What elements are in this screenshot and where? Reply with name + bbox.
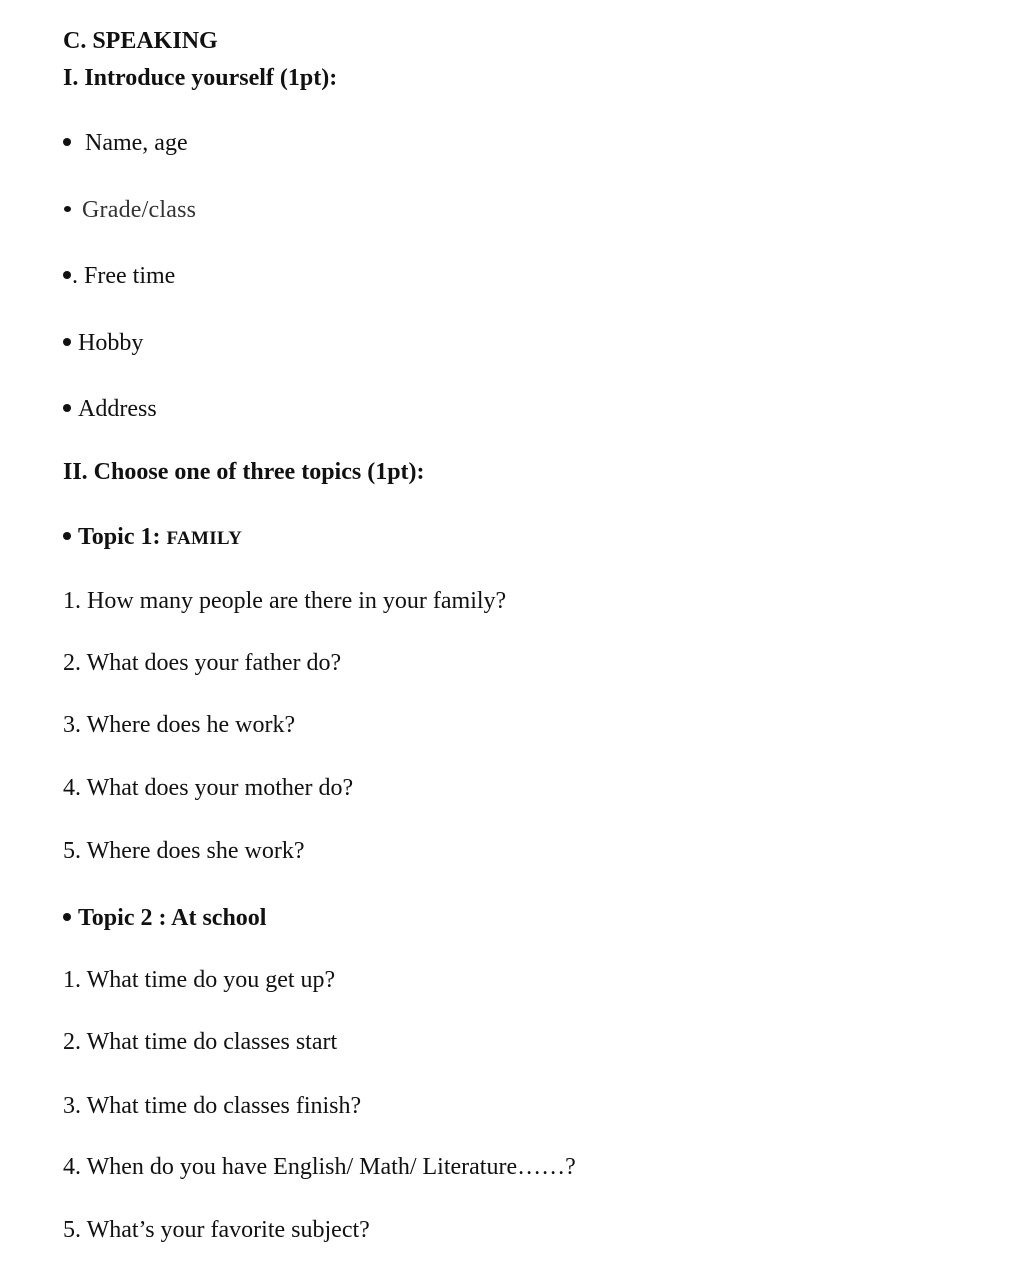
bullet-icon — [63, 338, 71, 346]
topic1-name: FAMILY — [166, 528, 243, 549]
topic1-question: 3. Where does he work? — [63, 712, 296, 738]
bullet-icon — [63, 404, 71, 412]
intro-item-label: Name, age — [85, 130, 188, 156]
intro-item-hobby — [63, 329, 143, 357]
topic2-question: 4. When do you have English/ Math/ Literature……? — [63, 1154, 576, 1180]
bullet-icon — [63, 913, 71, 921]
topic1-question: 5. Where does she work? — [63, 838, 305, 864]
topic2-question: 3. What time do classes finish? — [63, 1093, 362, 1119]
intro-item-label: Address — [78, 396, 157, 422]
intro-item-label: . Free time — [72, 263, 176, 289]
topic2-question: 2. What time do classes start — [63, 1029, 338, 1055]
topic1-heading — [63, 523, 242, 553]
topic1-question: 4. What does your mother do? — [63, 775, 354, 801]
intro-item-name-age — [63, 129, 188, 157]
section-title: C. SPEAKING — [63, 28, 218, 54]
topic2-title: Topic 2 : At school — [78, 905, 267, 931]
intro-item-grade-class — [63, 196, 196, 224]
bullet-icon — [63, 138, 71, 146]
topic2-question: 1. What time do you get up? — [63, 967, 336, 993]
bullet-icon — [63, 532, 71, 540]
bullet-icon — [64, 206, 71, 212]
topic1-prefix: Topic 1: — [78, 524, 167, 550]
part1-heading: I. Introduce yourself (1pt): — [63, 65, 338, 91]
topic2-heading — [63, 904, 266, 932]
part2-heading: II. Choose one of three topics (1pt): — [63, 459, 425, 485]
topic1-question: 2. What does your father do? — [63, 650, 342, 676]
intro-item-label: Hobby — [78, 330, 144, 356]
intro-item-address — [63, 395, 157, 423]
bullet-icon — [63, 271, 71, 279]
intro-item-free-time — [63, 262, 175, 290]
intro-item-label: Grade/class — [82, 197, 197, 223]
topic1-question: 1. How many people are there in your family? — [63, 588, 507, 614]
topic2-question: 5. What’s your favorite subject? — [63, 1217, 370, 1243]
